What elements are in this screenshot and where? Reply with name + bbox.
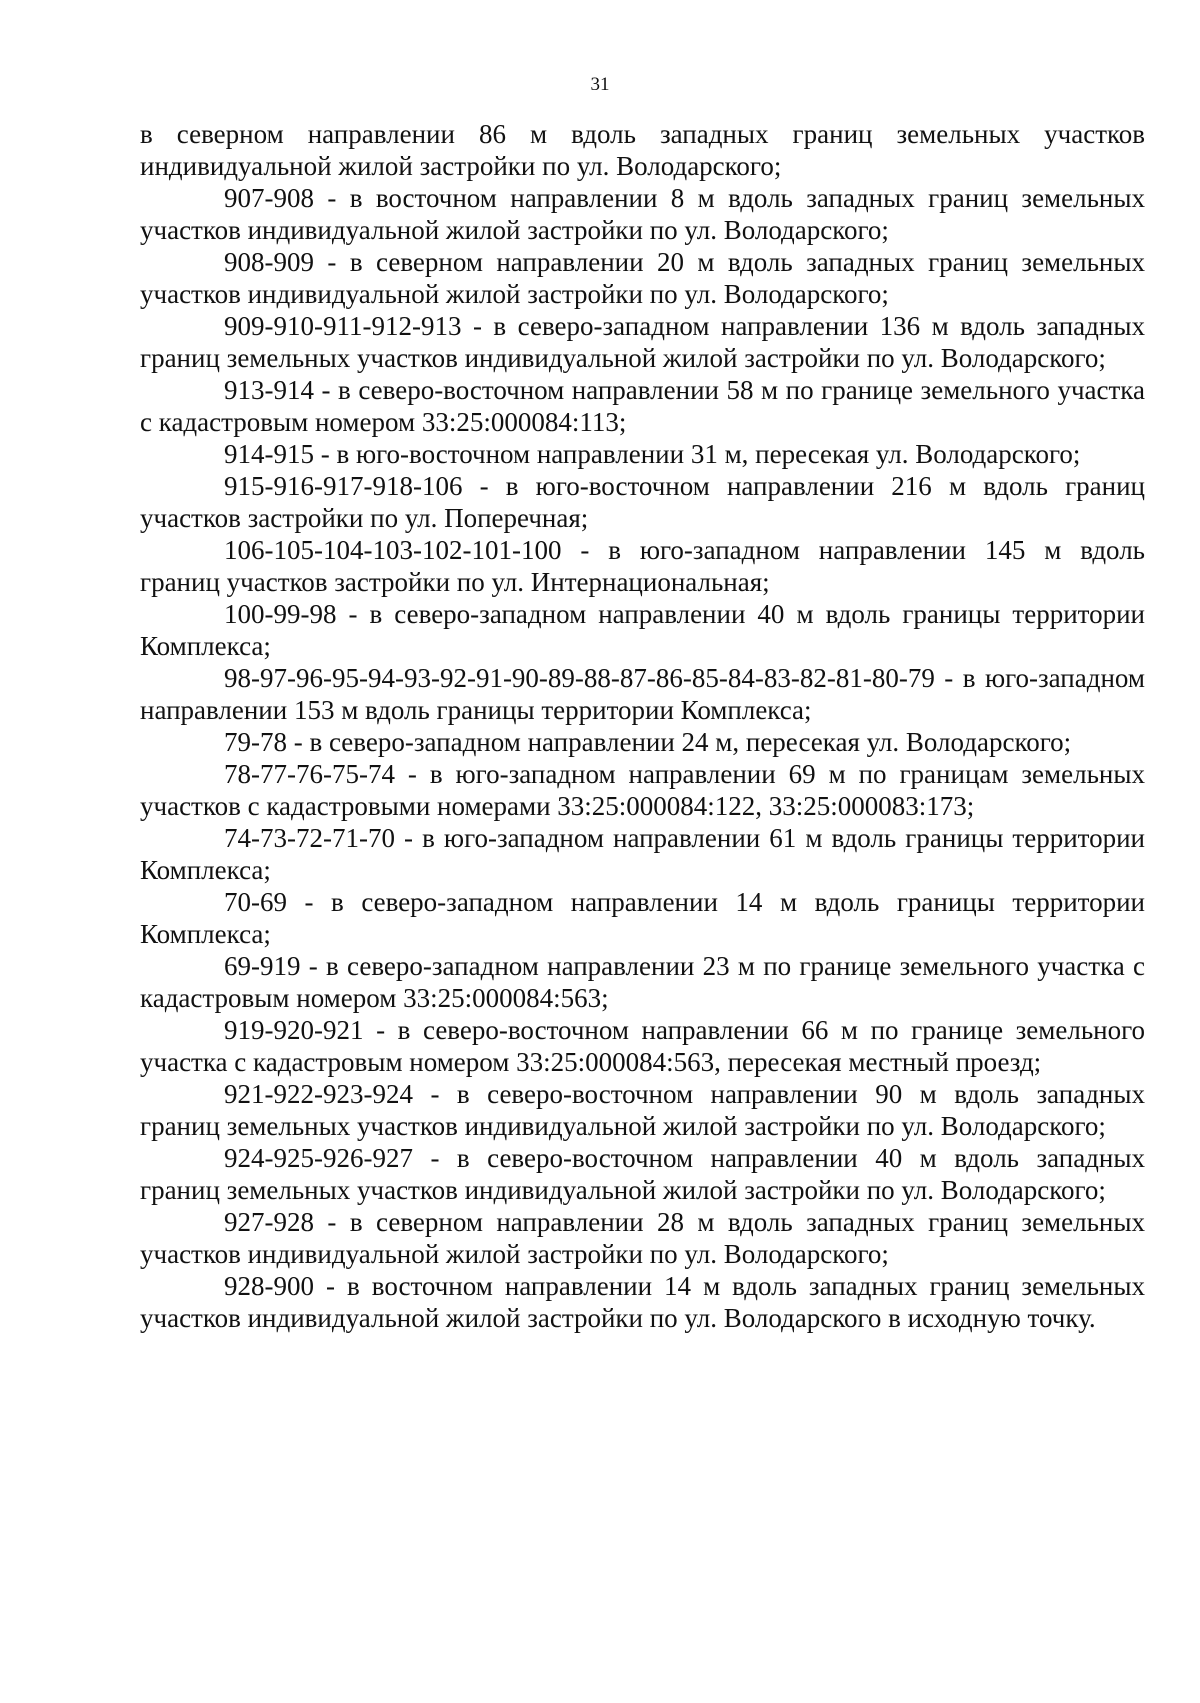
paragraph-segment-915-106: 915-916-917-918-106 - в юго-восточном направлении 216 м вдоль границ участков застройки по ул. Поперечная; (140, 471, 1145, 533)
paragraph-segment-907-908: 907-908 - в восточном направлении 8 м вдоль западных границ земельных участков индивидуальной жилой застройки по ул. Володарского; (140, 183, 1145, 245)
paragraph-segment-924-927: 924-925-926-927 - в северо-восточном направлении 40 м вдоль западных границ земельных участков индивидуальной жилой застройки по ул. Володарского; (140, 1143, 1145, 1205)
paragraph-segment-909-913: 909-910-911-912-913 - в северо-западном направлении 136 м вдоль западных границ земельных участков индивидуальной жилой застройки по ул. Володарского; (140, 311, 1145, 373)
paragraph-segment-914-915: 914-915 - в юго-восточном направлении 31 м, пересекая ул. Володарского; (224, 439, 1081, 469)
paragraph-segment-928-900: 928-900 - в восточном направлении 14 м вдоль западных границ земельных участков индивидуальной жилой застройки по ул. Володарского в исходную точку. (140, 1271, 1145, 1333)
paragraph-segment-74-70: 74-73-72-71-70 - в юго-западном направлении 61 м вдоль границы территории Комплекса; (140, 823, 1145, 885)
paragraph-segment-70-69: 70-69 - в северо-западном направлении 14 м вдоль границы территории Комплекса; (140, 887, 1145, 949)
paragraph-segment-106-100: 106-105-104-103-102-101-100 - в юго-западном направлении 145 м вдоль границ участков застройки по ул. Интернациональная; (140, 535, 1145, 597)
paragraph-segment-100-98: 100-99-98 - в северо-западном направлении 40 м вдоль границы территории Комплекса; (140, 599, 1145, 661)
paragraph-segment-913-914: 913-914 - в северо-восточном направлении 58 м по границе земельного участка с кадастровым номером 33:25:000084:113; (140, 375, 1145, 437)
document-body (140, 118, 1145, 1334)
paragraph-continuation: в северном направлении 86 м вдоль западных границ земельных участков индивидуальной жилой застройки по ул. Володарского; (140, 119, 1145, 181)
paragraph-segment-919-921: 919-920-921 - в северо-восточном направлении 66 м по границе земельного участка с кадастровым номером 33:25:000084:563, пересекая местный проезд; (140, 1015, 1145, 1077)
paragraph-segment-921-924: 921-922-923-924 - в северо-восточном направлении 90 м вдоль западных границ земельных участков индивидуальной жилой застройки по ул. Володарского; (140, 1079, 1145, 1141)
paragraph-segment-78-74: 78-77-76-75-74 - в юго-западном направлении 69 м по границам земельных участков с кадастровыми номерами 33:25:000084:122, 33:25:000083:173; (140, 759, 1145, 821)
paragraph-segment-908-909: 908-909 - в северном направлении 20 м вдоль западных границ земельных участков индивидуальной жилой застройки по ул. Володарского; (140, 247, 1145, 309)
paragraph-segment-69-919: 69-919 - в северо-западном направлении 23 м по границе земельного участка с кадастровым номером 33:25:000084:563; (140, 951, 1145, 1013)
paragraph-segment-927-928: 927-928 - в северном направлении 28 м вдоль западных границ земельных участков индивидуальной жилой застройки по ул. Володарского; (140, 1207, 1145, 1269)
paragraph-segment-98-79: 98-97-96-95-94-93-92-91-90-89-88-87-86-85-84-83-82-81-80-79 - в юго-западном направлении 153 м вдоль границы территории Комплекса; (140, 663, 1145, 725)
paragraph-segment-79-78: 79-78 - в северо-западном направлении 24 м, пересекая ул. Володарского; (224, 727, 1072, 757)
page-number: 31 (590, 74, 610, 95)
